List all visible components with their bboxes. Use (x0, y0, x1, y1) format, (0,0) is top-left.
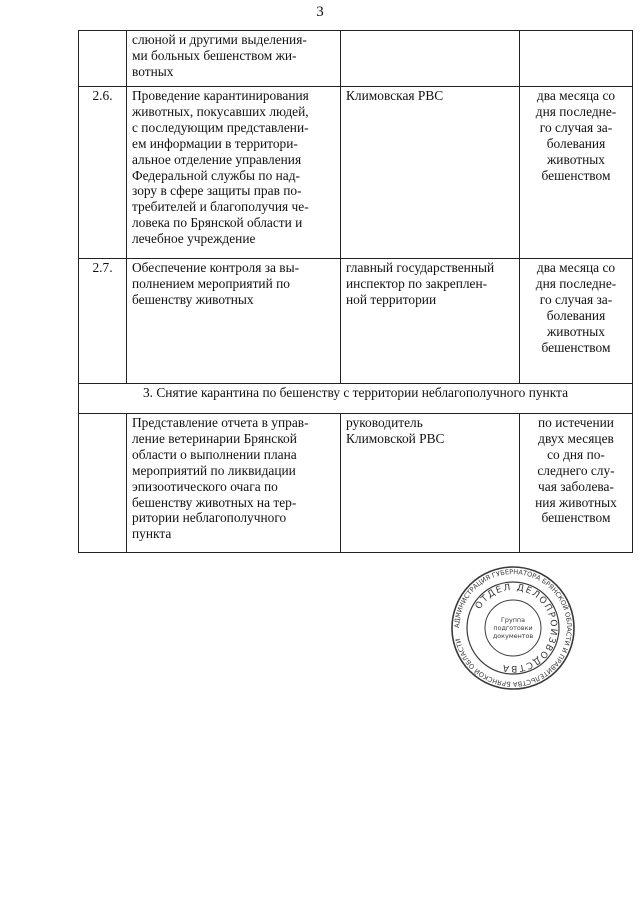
cell-text-line: ловека по Брянской области и (132, 215, 303, 231)
cell-text-line (346, 32, 514, 48)
stamp-center-line: подготовки (493, 624, 533, 632)
task-cell (127, 414, 341, 553)
cell-text-line: Представление отчета в управ- (132, 415, 309, 430)
cell-text-line: го случая за- (539, 291, 613, 307)
task-cell (127, 259, 341, 384)
cell-text-line: ной территории (346, 291, 437, 307)
cell-text-line: бешенством (541, 339, 611, 355)
stamp-inner-text: ОТДЕЛ ДЕЛОПРОИЗВОДСТВА (473, 582, 559, 674)
cell-text-line: Обеспечение контроля за вы- (132, 260, 300, 275)
cell-text-line: эпизоотического очага по (132, 478, 278, 494)
cell-text-line: бешенству животных (132, 291, 254, 307)
cell-text-line: руководитель (346, 415, 423, 430)
cell-text-line: два месяца со (536, 260, 616, 275)
table-row (79, 31, 633, 87)
term-cell (520, 87, 633, 259)
cell-text-line: бешенством (541, 167, 611, 183)
stamp-center-line: документов (492, 632, 534, 640)
cell-text-line: го случая за- (539, 119, 613, 135)
row-number (79, 31, 127, 87)
cell-text-line: ление ветеринарии Брянской (132, 430, 297, 446)
cell-text-line: дня последне- (535, 103, 617, 119)
cell-text-line (525, 32, 627, 48)
cell-text-line: пункта (132, 526, 172, 542)
stamp-center-line: Группа (500, 616, 526, 624)
cell-text-line: животных (547, 151, 605, 167)
row-number: 2.7. (79, 259, 127, 384)
cell-text-line: слюной и другими выделения- (132, 32, 307, 47)
cell-text-line: Федеральной службы по над- (132, 167, 300, 183)
cell-text-line: мероприятий по ликвидации (132, 462, 296, 478)
cell-text-line: альное отделение управления (132, 151, 302, 167)
cell-text-line: зору в сфере защиты прав по- (132, 183, 302, 199)
cell-text-line: животных, покусавших людей, (132, 103, 309, 119)
cell-text-line: болевания (546, 307, 606, 323)
measures-table (78, 30, 633, 553)
responsible-cell (341, 31, 520, 87)
cell-text-line: со дня по- (547, 446, 605, 462)
cell-text-line: дня последне- (535, 275, 617, 291)
cell-text-line: ния животных (535, 494, 617, 510)
cell-text-line: по истечении (538, 415, 614, 430)
section-header-row (79, 384, 633, 414)
cell-text-line: области о выполнении плана (132, 446, 297, 462)
responsible-cell (341, 259, 520, 384)
cell-text-line: ритории неблагополучного (132, 510, 287, 526)
cell-text-line: Климовская РВС (346, 88, 444, 103)
cell-text-line: двух месяцев (538, 430, 614, 446)
cell-text-line: вотных (132, 63, 174, 79)
task-cell (127, 31, 341, 87)
section-3-title: 3. Снятие карантина по бешенству с территории неблагополучного пункта (79, 384, 633, 414)
cell-text-line: с последующим представлени- (132, 119, 309, 135)
cell-text-line: бешенству животных на тер- (132, 494, 297, 510)
cell-text-line: Климовской РВС (346, 430, 445, 446)
cell-text-line: два месяца со (536, 88, 616, 103)
cell-text-line: Проведение карантинирования (132, 88, 309, 103)
row-number (79, 414, 127, 553)
page-number: 3 (316, 4, 324, 20)
cell-text-line: чая заболева- (538, 478, 614, 494)
stamp-seal-icon (452, 567, 574, 689)
stamp-outer-text: АДМИНИСТРАЦИЯ ГУБЕРНАТОРА БРЯНСКОЙ ОБЛАСТИ И ПРАВИТЕЛЬСТВА БРЯНСКОЙ ОБЛАСТИ (452, 567, 574, 689)
cell-text-line: полнением мероприятий по (132, 275, 290, 291)
table-row (79, 414, 633, 553)
cell-text-line: животных (547, 323, 605, 339)
cell-text-line: следнего слу- (537, 462, 615, 478)
row-number: 2.6. (79, 87, 127, 259)
term-cell (520, 259, 633, 384)
cell-text-line: лечебное учреждение (132, 231, 256, 247)
table-row (79, 259, 633, 384)
official-stamp (450, 565, 576, 691)
cell-text-line: инспектор по закреплен- (346, 275, 488, 291)
task-cell (127, 87, 341, 259)
cell-text-line: главный государственный (346, 260, 495, 275)
responsible-cell (341, 414, 520, 553)
cell-text-line: требителей и благополучия че- (132, 199, 309, 215)
cell-text-line: ем информации в территори- (132, 135, 298, 151)
term-cell (520, 414, 633, 553)
term-cell (520, 31, 633, 87)
table-row (79, 87, 633, 259)
cell-text-line: болевания (546, 135, 606, 151)
cell-text-line: ми больных бешенством жи- (132, 47, 297, 63)
table-body (79, 31, 633, 553)
responsible-cell (341, 87, 520, 259)
cell-text-line: бешенством (541, 510, 611, 526)
